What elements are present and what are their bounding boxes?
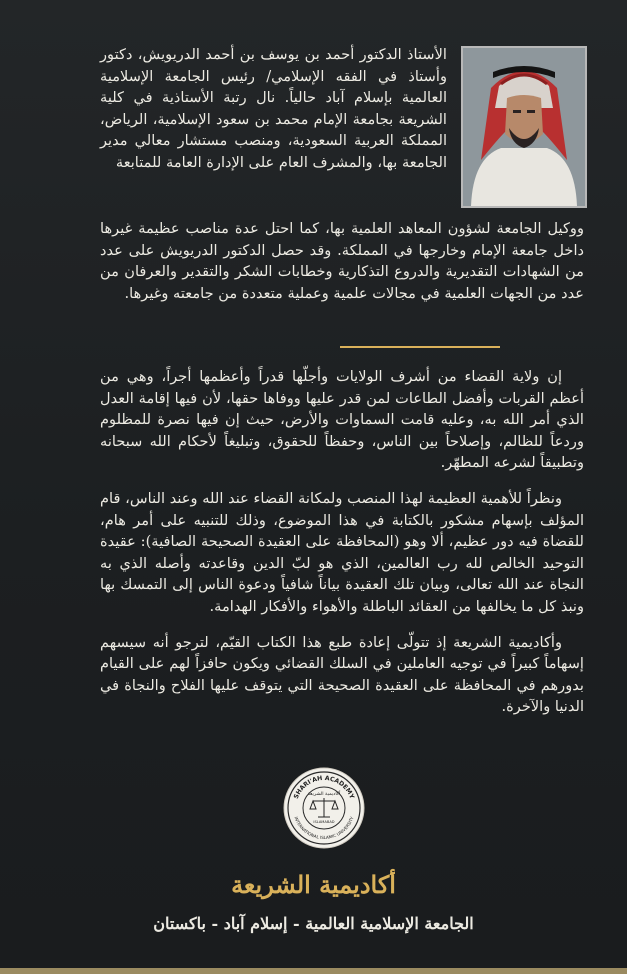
academy-seal-logo xyxy=(283,767,365,849)
blurb-paragraph: وأكاديمية الشريعة إذ تتولّى إعادة طبع هذا الكتاب القيّم، لترجو أنه سيسهم إسهاماً كبيراً في توجيه العاملين في السلك القضائي ويكون حافزاً لهم على القيام بدورهم في المحافظة على العقيدة الصحيحة التي يتوقف عليها الفلاح والنجاة في الدنيا والآخرة. xyxy=(100,633,584,716)
university-line: الجامعة الإسلامية العالمية - إسلام آباد - باكستان xyxy=(153,914,474,933)
author-photo xyxy=(461,46,587,208)
seal-bottom-text: INTERNATIONAL ISLAMIC UNIVERSITY xyxy=(293,815,355,841)
blurb-paragraph: إن ولاية القضاء من أشرف الولايات وأجلّها قدراً وأعظمها أجراً، وهي من أعظم القربات وأفضل الطاعات لمن قدر عليها ووفاها حقها، لأن فيها إقامة العدل الذي أمر الله به، وعليه قامت السماوات والأرض، حيث إن فيها نصرة للمظلوم وردعاً للظالم، وإصلاحاً بين الناس، وحفظاً للحقوق، وتبليغاً لأحكام الله سبحانه وتطبيقاً لشرعه المطهّر. xyxy=(100,368,584,472)
blurb-paragraph: ونظراً للأهمية العظيمة لهذا المنصب ولمكانة القضاء عند الله وعند الناس، قام المؤلف بإسهام مشكور بالكتابة في هذا الموضوع، وذلك للتنبيه على أمر هام، للقضاة فيه دور عظيم، ألا وهو (المحافظة على العقيدة الصحيحة الصافية): عقيدة التوحيد الخالص لله رب العالمين، الذي هو لبّ الدين وقاعدته وأصله الذي به النجاة عند الله تعالى، وبيان تلك العقيدة بياناً شافياً ودعوة الناس إلى التمسك بها ونبذ كل ما يخالفها من العقائد الباطلة والأهواء والأفكار الهدامة. xyxy=(100,489,584,615)
seal-top-text: SHARI'AH ACADEMY xyxy=(292,774,356,800)
author-portrait-illustration xyxy=(463,48,585,206)
blurb-text xyxy=(100,366,584,732)
section-divider xyxy=(340,346,500,348)
seal-arabic-text: أكاديمية الشريعة xyxy=(307,792,341,797)
seal-center-text: ISLAMABAD xyxy=(313,820,335,824)
publisher-name: أكاديمية الشريعة xyxy=(231,870,396,899)
author-bio-intro: الأستاذ الدكتور أحمد بن يوسف بن أحمد الدريويش، دكتور وأستاذ في الفقه الإسلامي/ رئيس الجامعة الإسلامية العالمية بإسلام آباد حالياً. نال رتبة الأستاذية في كلية الشريعة بجامعة الإمام محمد بن سعود الإسلامية، الرياض، المملكة العربية السعودية، ومنصب مستشار معالي مدير الجامعة بها، والمشرف العام على الإدارة العامة للمتابعة xyxy=(100,46,447,171)
author-bio-continuation: ووكيل الجامعة لشؤون المعاهد العلمية بها، كما احتل عدة مناصب عظيمة غيرها داخل جامعة الإمام وخارجها في المملكة. وقد حصل الدكتور الدريويش على عدد من الشهادات التقديرية والدروع التذكارية وخطابات الشكر والتقدير والعرفان من عدد من الجهات العلمية في مجالات علمية وعملية متعددة من جامعته وغيرها. xyxy=(100,220,584,302)
